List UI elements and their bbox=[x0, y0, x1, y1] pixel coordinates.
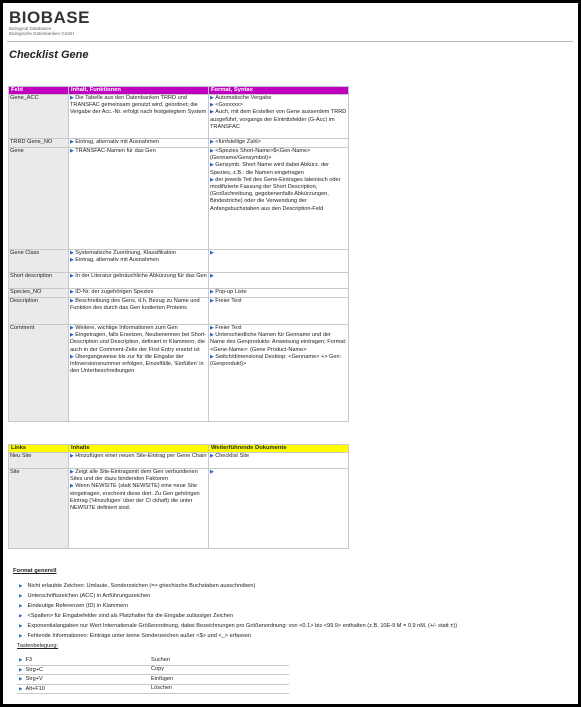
bullet-arrow-icon: ▶ bbox=[210, 332, 216, 339]
format-heading: Format generell bbox=[13, 568, 57, 574]
content-line bbox=[70, 257, 207, 264]
content-line bbox=[70, 469, 207, 483]
column-header: Links bbox=[9, 445, 69, 453]
bullet-arrow-icon: ▶ bbox=[70, 483, 76, 490]
shortcut-row bbox=[17, 656, 289, 665]
format-text: Pop-up Liste bbox=[215, 289, 247, 295]
format-line bbox=[210, 95, 347, 102]
bullet-arrow-icon: ▶ bbox=[70, 257, 76, 264]
format-cell bbox=[209, 139, 349, 148]
content-cell bbox=[69, 325, 209, 422]
format-text: <Spezies Short-Name>$<Gen-Name> (Genname/Gensymbol)> bbox=[210, 148, 311, 162]
format-text: Automatische Vergabe bbox=[215, 95, 272, 101]
format-cell bbox=[209, 453, 349, 469]
content-text: In der Literatur gebräuchliche Abkürzung für das Gen bbox=[75, 273, 207, 279]
bullet-arrow-icon: ▶ bbox=[70, 353, 76, 360]
format-rule: ▶ <Spalten> für Eingabefelder sind als Platzhalter für die Eingabe zulässiger Zeichen bbox=[19, 611, 569, 621]
content-cell bbox=[69, 289, 209, 298]
bullet-arrow-icon: ▶ bbox=[210, 325, 216, 331]
table-row bbox=[9, 273, 349, 289]
format-line bbox=[210, 289, 347, 296]
field-table bbox=[8, 86, 349, 422]
format-text: Freier Text bbox=[215, 325, 242, 331]
field-name: Species_NO bbox=[9, 289, 69, 298]
column-header: Format, Syntax bbox=[209, 87, 349, 95]
bullet-arrow-icon: ▶ bbox=[210, 469, 214, 475]
links-table bbox=[8, 444, 349, 549]
column-header: Inhalte bbox=[69, 445, 209, 453]
content-line bbox=[70, 298, 207, 312]
bullet-arrow-icon: ▶ bbox=[70, 250, 76, 256]
bullet-arrow-icon: ▶ bbox=[70, 332, 76, 339]
content-text: Übergangsweise bis zur für die Eingabe der Infoversionsnummer erfolgen, Einzelfälle, 'Einfüllen' in den Unterbeschreibungen bbox=[70, 353, 204, 375]
bullet-arrow-icon: ▶ bbox=[210, 298, 216, 304]
format-line bbox=[210, 332, 347, 354]
field-name: Gene_ACC bbox=[9, 95, 69, 139]
table-row bbox=[9, 469, 349, 549]
column-header: Weiterführende Dokumente bbox=[209, 445, 349, 453]
bullet-arrow-icon: ▶ bbox=[210, 148, 216, 154]
format-text: Unterschiedliche Namen für Genname und der Name des Genprodukts: Anweisung eintragen; Format: <Gene-Name>: (Gene Product-Name> bbox=[210, 332, 347, 353]
field-name: Gene bbox=[9, 148, 69, 250]
table-row bbox=[9, 298, 349, 325]
column-header: Feld bbox=[9, 87, 69, 95]
format-line bbox=[210, 250, 347, 257]
bullet-arrow-icon: ▶ bbox=[70, 325, 76, 331]
bullet-arrow-icon: ▶ bbox=[70, 469, 76, 475]
format-line bbox=[210, 139, 347, 146]
format-rules-list bbox=[19, 581, 569, 641]
bullet-arrow-icon: ▶ bbox=[210, 289, 216, 295]
logo-name: BIOBASE bbox=[9, 8, 90, 27]
shortcut-key: ▶ Strg+V bbox=[17, 675, 149, 685]
format-line bbox=[210, 453, 347, 460]
content-cell bbox=[69, 95, 209, 139]
shortcut-row bbox=[17, 665, 289, 675]
format-line bbox=[210, 354, 347, 368]
format-cell bbox=[209, 298, 349, 325]
field-name: Comment bbox=[9, 325, 69, 422]
table-row bbox=[9, 95, 349, 139]
format-line bbox=[210, 469, 347, 476]
format-text: Gensymb. Short Name wird dabei Abkürz. der Spezies, z.B.: die Namen eingetragen bbox=[210, 162, 330, 176]
bullet-arrow-icon: ▶ bbox=[210, 102, 216, 109]
content-line bbox=[70, 453, 207, 460]
table-row bbox=[9, 148, 349, 250]
format-rule: ▶ Unterschriftszeichen (ACC) in Anführungszeichen bbox=[19, 591, 569, 601]
shortcut-action: Löschen bbox=[149, 684, 289, 694]
shortcut-action: Suchen bbox=[149, 656, 289, 665]
table-row bbox=[9, 453, 349, 469]
format-rule: ▶ Nicht erlaubte Zeichen: Umlaute, Sonderzeichen (=> griechische Buchstaben ausschreiben) bbox=[19, 581, 569, 591]
table-header-row bbox=[9, 87, 349, 95]
content-text: Systematische Zuordnung, Klassifikation bbox=[75, 250, 176, 256]
content-text: Beschreibung des Gens, d.h. Bezug zu Name und Funktion des durch das Gen kodierten Proteins bbox=[70, 298, 200, 312]
format-line bbox=[210, 162, 347, 176]
bullet-arrow-icon: ▶ bbox=[210, 353, 216, 360]
format-cell bbox=[209, 95, 349, 139]
format-text: Checklist Site bbox=[215, 453, 250, 459]
field-name: Short description bbox=[9, 273, 69, 289]
content-text: ID-Nr. der zugehörigen Spezies bbox=[75, 289, 154, 295]
shortcut-key: ▶ F3 bbox=[17, 656, 149, 665]
format-cell bbox=[209, 273, 349, 289]
content-text: Hinzufügen einer neuen Site-Eintrag per Gene Chain bbox=[75, 453, 207, 459]
content-line bbox=[70, 354, 207, 376]
field-name: Neu Site bbox=[9, 453, 69, 469]
shortcuts-heading: Tastenbelegung: bbox=[17, 643, 59, 649]
format-cell bbox=[209, 250, 349, 273]
content-cell bbox=[69, 469, 209, 549]
field-name: TRRD Gene_NO bbox=[9, 139, 69, 148]
content-cell bbox=[69, 298, 209, 325]
bullet-arrow-icon: ▶ bbox=[70, 289, 76, 295]
format-text: Freier Text bbox=[215, 298, 242, 304]
bullet-arrow-icon: ▶ bbox=[210, 95, 216, 101]
format-text: der jeweils Teil des Gene-Eintrages lateinisch oder modifizierte Fassung der Short Description, (Großschreibung, gegebenenfalls Abkürzungen, Bindestriche) oder die Verwendung der Anfangsbuchstaben aus den Description-Feld bbox=[210, 176, 341, 212]
shortcut-key: ▶ Strg+C bbox=[17, 665, 149, 675]
content-line bbox=[70, 289, 207, 296]
format-cell bbox=[209, 148, 349, 250]
content-text: Eingetragen, falls Ersetzen, Neubenennen bei Short-Description und Description, definiert in Klammern, die auch in der Comment-Zeile der First Entry ersetzt ist bbox=[70, 332, 207, 353]
bullet-arrow-icon: ▶ bbox=[70, 273, 76, 279]
content-line bbox=[70, 148, 207, 155]
format-rule: ▶ Exponentialangaben nur Wert Internationale Größenordnung, dabei Bezeichnungen pro Größenordnung: von <0.1> bis <99.9> enthalten (z.B. 10E-9 M = 0.9 nM, (+/- statt ±)) bbox=[19, 621, 569, 631]
bullet-arrow-icon: ▶ bbox=[210, 176, 216, 183]
table-header-row bbox=[9, 445, 349, 453]
content-line bbox=[70, 325, 207, 332]
bullet-arrow-icon: ▶ bbox=[70, 95, 76, 101]
content-text: TRANSFAC-Namen für das Gen bbox=[75, 148, 156, 154]
shortcut-action: Copy bbox=[149, 665, 289, 675]
logo-subtitle-2: Biologische Datenbanken GmbH bbox=[9, 31, 75, 36]
shortcut-action: Einfügen bbox=[149, 675, 289, 685]
content-line bbox=[70, 332, 207, 354]
shortcut-row bbox=[17, 675, 289, 685]
format-rule: ▶ Eindeutige Referenzen (ID) in Klammern bbox=[19, 601, 569, 611]
content-text: Weitere, wichtige Informationen zum Gen bbox=[75, 325, 178, 331]
content-text: Die Tabelle aus den Datenbanken TRRD und TRANSFAC gemeinsam genutzt wird, geordnet; die Vergabe der Acc.-Nr. erfolgt nach festgelegtem System bbox=[70, 95, 207, 116]
document-page bbox=[3, 3, 578, 704]
format-line bbox=[210, 273, 347, 280]
content-line bbox=[70, 95, 207, 117]
content-text: Zeigt alle Site-Eintragsmit dem Gen verbundenen Sites und der dazu bindenden Faktoren bbox=[70, 469, 198, 483]
bullet-arrow-icon: ▶ bbox=[210, 109, 216, 116]
column-header: Inhalt, Funktionen bbox=[69, 87, 209, 95]
page-title: Checklist Gene bbox=[9, 49, 89, 61]
content-text: Eintrag, alternativ mit Ausnahmen bbox=[75, 139, 159, 145]
content-line bbox=[70, 250, 207, 257]
content-cell bbox=[69, 273, 209, 289]
bullet-arrow-icon: ▶ bbox=[70, 148, 76, 154]
format-rule: ▶ Fehlende Informationen: Einträge unter keine Sonderzeichen außer <$> und <_> erfassen bbox=[19, 631, 569, 641]
format-line bbox=[210, 177, 347, 213]
field-name: Site bbox=[9, 469, 69, 549]
shortcut-key: ▶ Alt+F10 bbox=[17, 684, 149, 694]
bullet-arrow-icon: ▶ bbox=[70, 298, 76, 304]
format-text: <fünfstellige Zahl> bbox=[215, 139, 261, 145]
table-row bbox=[9, 289, 349, 298]
format-cell bbox=[209, 289, 349, 298]
content-cell bbox=[69, 453, 209, 469]
bullet-arrow-icon: ▶ bbox=[210, 139, 216, 145]
bullet-arrow-icon: ▶ bbox=[70, 139, 76, 145]
bullet-arrow-icon: ▶ bbox=[70, 453, 76, 459]
format-line bbox=[210, 325, 347, 332]
field-name: Gene Class bbox=[9, 250, 69, 273]
format-text: Auch, mit dem Erstellen von Gene ausserdem TRRD ausgeführt, vorgangs der Eintrittsfelder (G-Acc) im TRANSFAC bbox=[210, 109, 347, 130]
logo-subtitle-1: Biological Databases bbox=[9, 26, 52, 31]
shortcut-row bbox=[17, 684, 289, 694]
table-row bbox=[9, 250, 349, 273]
bullet-arrow-icon: ▶ bbox=[210, 453, 216, 459]
format-line bbox=[210, 148, 347, 162]
content-line bbox=[70, 139, 207, 146]
header-divider bbox=[7, 41, 573, 42]
content-line bbox=[70, 483, 207, 512]
bullet-arrow-icon: ▶ bbox=[210, 273, 214, 279]
format-cell bbox=[209, 325, 349, 422]
content-cell bbox=[69, 148, 209, 250]
content-cell bbox=[69, 139, 209, 148]
content-cell bbox=[69, 250, 209, 273]
content-text: Eintrag, alternativ mit Ausnahmen bbox=[75, 257, 159, 264]
field-name: Description bbox=[9, 298, 69, 325]
content-line bbox=[70, 273, 207, 280]
bullet-arrow-icon: ▶ bbox=[210, 250, 214, 256]
biobase-logo bbox=[9, 9, 90, 36]
bullet-arrow-icon: ▶ bbox=[210, 162, 216, 169]
format-cell bbox=[209, 469, 349, 549]
table-row bbox=[9, 325, 349, 422]
table-row bbox=[9, 139, 349, 148]
format-line bbox=[210, 109, 347, 131]
format-text: <Gxxxxxx> bbox=[215, 102, 243, 109]
content-text: Wenn NEWSITE (statt NEWSITE) eine neue Site eingetragen, erscheint diese dort. Zu Gen gehörigen Eintrag ('Hinzufügen' über der Cl ckhaft) die unter NEWSITE definiert sind. bbox=[70, 483, 200, 512]
format-line bbox=[210, 298, 347, 305]
shortcuts-table bbox=[17, 656, 289, 694]
format-line bbox=[210, 102, 347, 109]
format-text: Switch/dimensional Desktop: <Genname> +> Gen: (Genprodukt)> bbox=[210, 353, 342, 368]
